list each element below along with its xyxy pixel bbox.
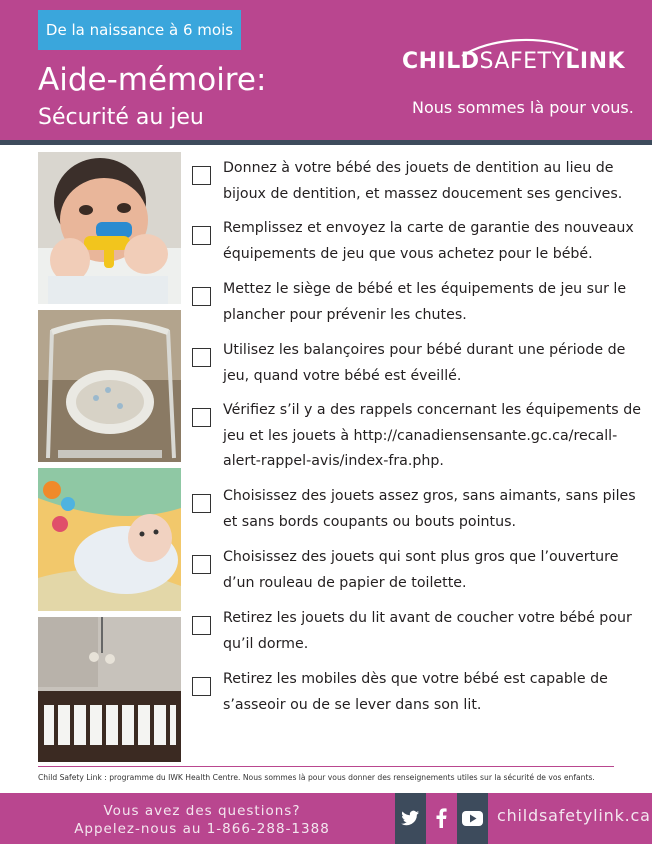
checkbox[interactable]	[192, 555, 211, 574]
checklist-item-text	[223, 398, 641, 475]
program-footnote: Child Safety Link : programme du IWK Health Centre. Nous sommes là pour vous donner des renseignements utiles sur la sécurité de vos enfants.	[38, 773, 595, 782]
checkbox[interactable]	[192, 494, 211, 513]
checklist-line: Retirez les jouets du lit avant de coucher votre bébé pour	[223, 610, 632, 626]
twitter-icon[interactable]	[395, 793, 426, 844]
child-safety-link-logo	[402, 36, 634, 82]
checklist-line: Mettez le siège de bébé et les équipements de jeu sur le	[223, 281, 627, 297]
checklist-line: plancher pour prévenir les chutes.	[223, 306, 467, 323]
baby-teething-photo	[38, 152, 181, 304]
questions-prompt: Vous avez des questions?	[103, 803, 301, 819]
age-range-badge: De la naissance à 6 mois	[38, 10, 241, 50]
youtube-icon[interactable]	[457, 793, 488, 844]
crib-mobile-photo	[38, 617, 181, 762]
checkbox[interactable]	[192, 166, 211, 185]
header-banner	[0, 0, 652, 140]
page-title: Aide-mémoire:	[38, 62, 267, 98]
checklist-line: jeu, quand votre bébé est éveillé.	[223, 367, 462, 384]
checklist-line: Vérifiez s’il y a des rappels concernant les équipements de	[223, 402, 641, 418]
checklist-item-text	[223, 667, 641, 718]
checkbox[interactable]	[192, 348, 211, 367]
checklist-line: alert-rappel-avis/index-fra.php.	[223, 453, 444, 469]
checklist-line: jeu et les jouets à http://canadiensensante.gc.ca/recall-	[223, 427, 618, 444]
checklist-line: Donnez à votre bébé des jouets de dentition au lieu de	[223, 160, 614, 176]
tagline: Nous sommes là pour vous.	[412, 98, 634, 117]
checklist-item-text	[223, 216, 641, 267]
checklist-line: qu’il dorme.	[223, 635, 309, 652]
checkbox[interactable]	[192, 677, 211, 696]
checkbox[interactable]	[192, 287, 211, 306]
checklist-line: s’asseoir ou de se lever dans son lit.	[223, 696, 482, 713]
header-divider	[0, 140, 652, 145]
checkbox[interactable]	[192, 616, 211, 635]
logo-part-safety: SAFETY	[479, 49, 566, 74]
checklist-line: équipements de jeu que vous achetez pour le bébé.	[223, 245, 593, 262]
checklist-line: Choisissez des jouets assez gros, sans aimants, sans piles	[223, 488, 636, 504]
checklist-item-text	[223, 484, 641, 535]
phone-number[interactable]: Appelez-nous au 1-866-288-1388	[74, 821, 330, 837]
checklist-line: d’un rouleau de papier de toilette.	[223, 574, 467, 591]
baby-swing-photo	[38, 310, 181, 462]
checklist-item-text	[223, 156, 641, 207]
checklist-line: Remplissez et envoyez la carte de garantie des nouveaux	[223, 220, 634, 236]
checklist-item-text	[223, 545, 641, 596]
checkbox[interactable]	[192, 226, 211, 245]
checklist-line: Choisissez des jouets qui sont plus gros que l’ouverture	[223, 549, 619, 565]
checkbox[interactable]	[192, 408, 211, 427]
checklist-item-text	[223, 606, 641, 657]
footnote-divider	[38, 766, 614, 767]
logo-wordmark	[402, 48, 625, 76]
checklist-item-text	[223, 277, 641, 328]
checklist-item-text	[223, 338, 641, 389]
checklist-line: Retirez les mobiles dès que votre bébé est capable de	[223, 671, 608, 687]
checklist-line: Utilisez les balançoires pour bébé durant une période de	[223, 342, 626, 358]
logo-part-child: CHILD	[402, 49, 480, 74]
baby-toys-photo	[38, 468, 181, 611]
logo-part-link: LINK	[565, 49, 626, 74]
website-link[interactable]: childsafetylink.ca	[497, 806, 651, 825]
facebook-icon[interactable]	[426, 793, 457, 844]
page-subtitle: Sécurité au jeu	[38, 105, 204, 130]
checklist-line: bijoux de dentition, et massez doucement ses gencives.	[223, 185, 623, 202]
checklist-line: et sans bords coupants ou bouts pointus.	[223, 513, 516, 530]
